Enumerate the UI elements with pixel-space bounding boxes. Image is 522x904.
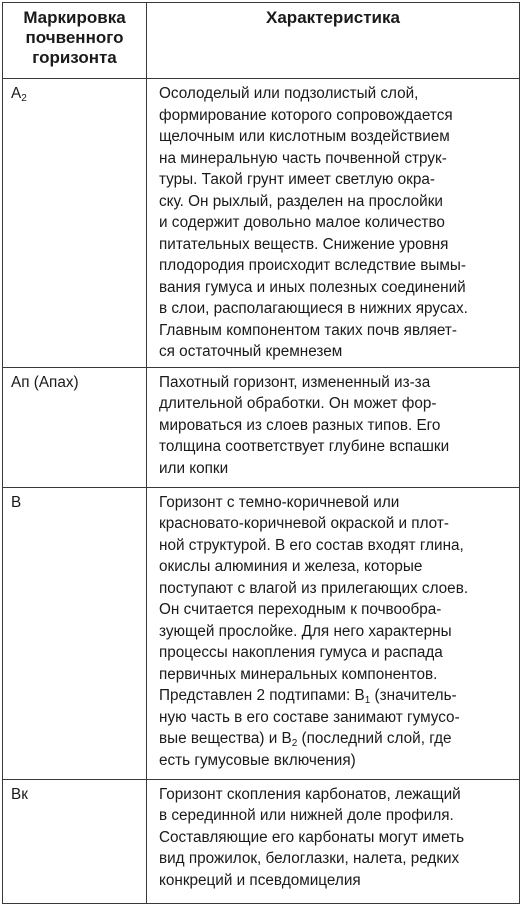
marking-label: A [11, 85, 22, 102]
description-line: красновато-коричневой окраской и плот- [159, 515, 449, 532]
description-line: питательных веществ. Снижение уровня [159, 235, 449, 253]
description-line: на минеральную часть почвенной струк- [159, 149, 447, 167]
table-row [3, 487, 520, 779]
soil-horizons-table [2, 2, 520, 904]
description-cell [147, 779, 520, 903]
marking-label: B [11, 493, 22, 511]
header-characteristic-label: Характеристика [266, 8, 400, 27]
header-marking [3, 3, 147, 79]
description-line: в слои, располагающиеся в нижних ярусах. [159, 300, 468, 317]
marking-cell [3, 79, 147, 368]
marking-cell [3, 487, 147, 779]
description-text: вые вещества) и B [159, 730, 292, 747]
description-line: вид прожилок, белоглазки, налета, редких [159, 850, 460, 867]
description-line: процессы накопления гумуса и распада [159, 644, 443, 661]
table-row [3, 367, 520, 487]
description-line: ся остаточный кремнезем [159, 343, 343, 360]
subtype-subscript: 2 [291, 738, 298, 749]
description-line: плодородия происходит вследствие вымы- [159, 257, 466, 274]
description-line: Он считается переходным к почвообра- [159, 601, 442, 618]
description-line: длительной обработки. Он может фор- [159, 395, 437, 412]
table-row [3, 779, 520, 903]
marking-cell [3, 779, 147, 903]
header-marking-line-3: горизонта [32, 48, 117, 67]
description-line: Пахотный горизонт, измененный из-за [159, 373, 431, 391]
description-cell [147, 487, 520, 779]
description-line: первичных минеральных компонентов. [159, 665, 438, 683]
description-text: Представлен 2 подтипами: B [159, 687, 365, 704]
description-cell [147, 79, 520, 368]
header-row [3, 3, 520, 79]
description-line: окислы алюминия и железа, которые [159, 558, 423, 575]
description-line: ску. Он рыхлый, разделен на прослойки [159, 192, 443, 210]
marking-label: Вк [11, 785, 28, 803]
description-line: туры. Такой грунт имеет светлую окра- [159, 171, 435, 188]
table-row [3, 79, 520, 368]
description-line: ной структурой. В его состав входят глина, [159, 536, 464, 554]
marking-subscript: 2 [21, 93, 27, 104]
description-line: толщина соответствует глубине вспашки [159, 438, 450, 455]
description-line [159, 685, 515, 707]
description-line: конкреций и псевдомицелия [159, 871, 361, 889]
description-line: поступают с влагой из прилегающих слоев. [159, 579, 469, 597]
description-line: Горизонт с темно-коричневой или [159, 493, 400, 511]
header-marking-line-2: почвенного [25, 28, 124, 47]
description-line: ную часть в его составе занимают гумусо- [159, 708, 460, 726]
marking-label: Ап (Апах) [11, 373, 79, 391]
subtype-subscript: 1 [364, 695, 371, 706]
header-characteristic [147, 3, 520, 79]
description-line: и содержит довольно малое количество [159, 214, 445, 231]
description-line: Горизонт скопления карбонатов, лежащий [159, 785, 461, 803]
description-line: есть гумусовые включения) [159, 751, 356, 769]
description-line: в серединной или нижней доле профиля. [159, 807, 454, 824]
description-line: Составляющие его карбонаты могут иметь [159, 828, 465, 846]
description-text: (значитель- [370, 687, 457, 704]
description-line: зующей прослойке. Для него характерны [159, 622, 452, 640]
description-line: мироваться из слоев разных типов. Его [159, 416, 441, 434]
description-line [159, 728, 515, 750]
marking-cell [3, 367, 147, 487]
description-line: или копки [159, 459, 229, 477]
header-marking-line-1: Маркировка [23, 8, 126, 27]
description-text: (последний слой, где [297, 730, 452, 747]
description-line: формирование которого сопровождается [159, 106, 453, 124]
description-line: вания гумуса и иных полезных соединений [159, 278, 466, 296]
description-cell [147, 367, 520, 487]
description-line: щелочным или кислотным воздействием [159, 128, 450, 145]
description-line: Осолоделый или подзолистый слой, [159, 85, 419, 102]
description-line: Главным компонентом таких почв являет- [159, 321, 458, 339]
